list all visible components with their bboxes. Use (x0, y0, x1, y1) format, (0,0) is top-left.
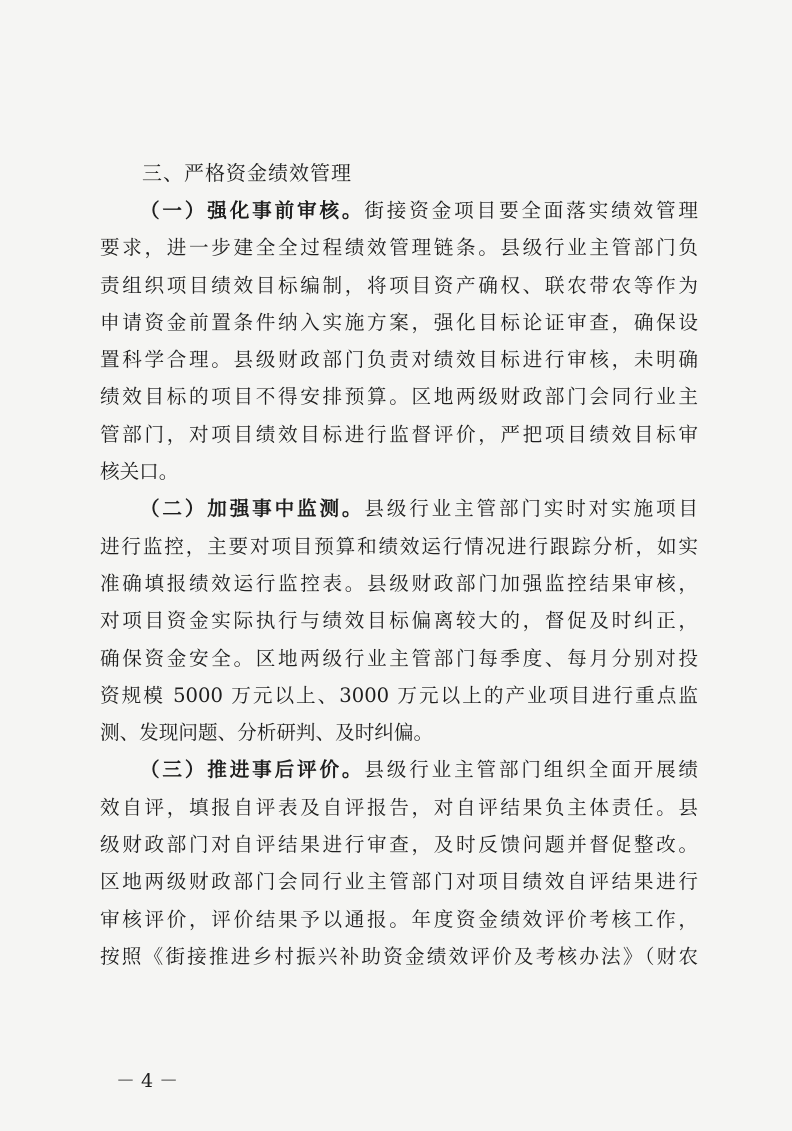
paragraph-line: 对项目资金实际执行与绩效目标偏离较大的，督促及时纠正， (100, 609, 698, 633)
paragraph-line: 核关口。 (100, 460, 179, 484)
paragraph-line: 级财政部门对自评结果进行审查，及时反馈问题并督促整改。 (100, 833, 698, 857)
paragraph-line: 测、发现问题、分析研判、及时纠偏。 (100, 721, 434, 745)
paragraph-line: 效自评，填报自评表及自评报告，对自评结果负主体责任。县 (100, 795, 698, 819)
page-number: － 4 － (116, 1070, 179, 1092)
paragraph-lead: （三）推进事后评价。 (140, 758, 365, 782)
paragraph-line: 按照《街接推进乡村振兴补助资金绩效评价及考核办法》（财农 (100, 944, 698, 968)
paragraph-line: 确保资金安全。区地两级行业主管部门每季度、每月分别对投 (100, 646, 698, 670)
paragraph-line: （三）推进事后评价。县级行业主管部门组织全面开展绩 (140, 758, 698, 782)
paragraph-lead: （一）强化事前审核。 (140, 199, 365, 222)
paragraph-line: 申请资金前置条件纳入实施方案，强化目标论证审查，确保设 (100, 310, 698, 334)
paragraph-line: 责组织项目绩效目标编制，将项目资产确权、联农带农等作为 (100, 273, 698, 297)
section-heading: 三、严格资金绩效管理 (142, 161, 352, 185)
paragraph-line: 绩效目标的项目不得安排预算。区地两级财政部门会同行业主 (100, 385, 698, 409)
paragraph-monitoring (100, 490, 698, 751)
paragraph-line: 区地两级财政部门会同行业主管部门对项目绩效自评结果进行 (100, 870, 698, 894)
paragraph-line: 进行监控，主要对项目预算和绩效运行情况进行跟踪分析，如实 (100, 534, 698, 558)
paragraph-line: 准确填报绩效运行监控表。县级财政部门加强监控结果审核， (100, 571, 698, 595)
paragraph-lead: （二）加强事中监测。 (140, 497, 365, 521)
paragraph-line: 资规模 5000 万元以上、3000 万元以上的产业项目进行重点监 (100, 683, 698, 707)
paragraph-line: 管部门，对项目绩效目标进行监督评价，严把项目绩效目标审 (100, 422, 698, 446)
document-body (100, 154, 698, 975)
paragraph-line: 置科学合理。县级财政部门负责对绩效目标进行审核，未明确 (100, 348, 698, 372)
paragraph-line: 要求，进一步建全全过程绩效管理链条。县级行业主管部门负 (100, 236, 698, 260)
paragraph-pre-review (100, 192, 698, 490)
paragraph-line: 审核评价，评价结果予以通报。年度资金绩效评价考核工作， (100, 907, 698, 931)
paragraph-line: （二）加强事中监测。县级行业主管部门实时对实施项目 (140, 497, 698, 521)
paragraph-evaluation (100, 751, 698, 975)
paragraph-line: （一）强化事前审核。街接资金项目要全面落实绩效管理 (140, 199, 698, 222)
